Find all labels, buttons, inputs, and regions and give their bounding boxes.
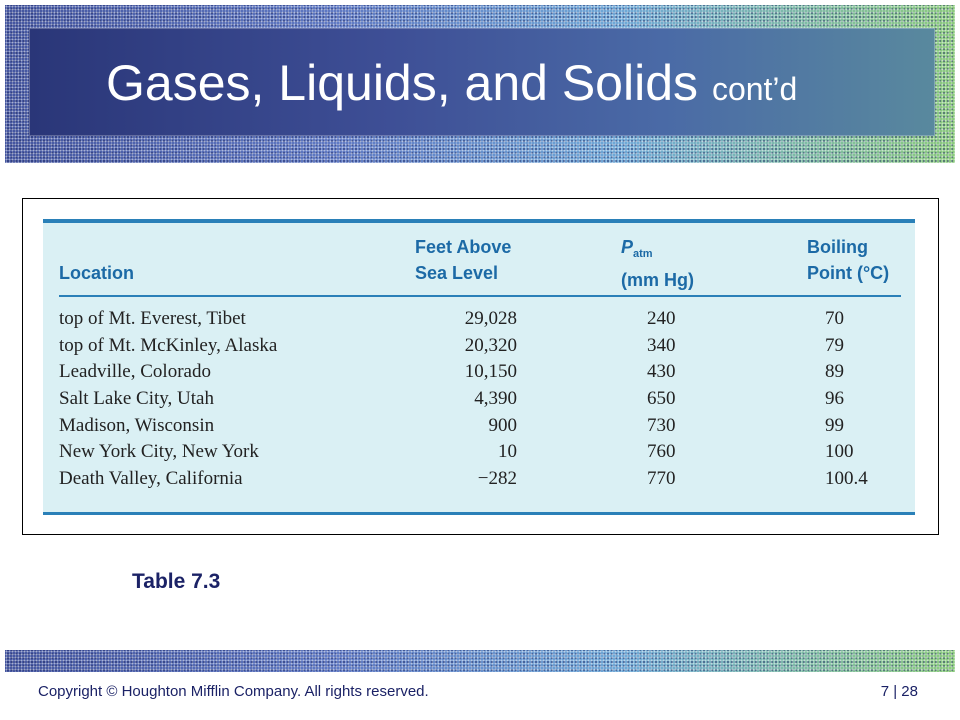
table-row: [43, 468, 915, 495]
cell-location: Salt Lake City, Utah: [59, 388, 214, 410]
cell-patm: 770: [647, 468, 676, 490]
table-caption: Table 7.3: [132, 570, 221, 593]
footer-banner: [5, 650, 955, 672]
cell-boil: 99: [825, 414, 844, 436]
cell-feet: 29,028: [464, 308, 517, 329]
cell-patm: 340: [647, 334, 676, 356]
header-boil-line2: Point (°C): [807, 263, 890, 283]
header-feet-line1: Feet Above: [415, 237, 512, 257]
cell-boil: 89: [825, 361, 844, 383]
header-patm-line1: [621, 234, 694, 267]
table-frame: [22, 198, 939, 535]
table-row: [43, 415, 915, 442]
cell-feet: 10: [498, 441, 517, 463]
copyright-notice: Copyright © Houghton Mifflin Company. All rights reserved.: [38, 683, 429, 700]
cell-boil: 70: [825, 308, 844, 329]
table-body: [43, 308, 915, 495]
slide-title-main: Gases, Liquids, and Solids: [106, 55, 699, 111]
cell-location: top of Mt. McKinley, Alaska: [59, 334, 278, 356]
header-patm: [621, 234, 694, 293]
slide-title: [106, 55, 798, 111]
header-location: [59, 260, 134, 286]
cell-feet: 20,320: [464, 334, 517, 356]
header-feet: [415, 234, 511, 286]
page-number: 7 | 28: [880, 683, 918, 700]
cell-boil: 96: [825, 388, 844, 410]
cell-patm: 730: [647, 414, 676, 436]
header-divider: [59, 295, 901, 297]
header-boiling: [807, 234, 889, 286]
cell-boil: 100.4: [825, 468, 868, 490]
cell-feet: −282: [477, 468, 517, 490]
cell-patm: 430: [647, 361, 676, 383]
table-row: [43, 441, 915, 468]
table-row: [43, 335, 915, 362]
header-patm-symbol: P: [621, 237, 634, 257]
table-row: [43, 388, 915, 415]
cell-patm: 240: [647, 308, 676, 329]
data-table: [43, 219, 915, 515]
cell-boil: 79: [825, 334, 844, 356]
slide-title-suffix: cont’d: [711, 71, 798, 107]
cell-location: Madison, Wisconsin: [59, 414, 215, 436]
table-row: [43, 308, 915, 335]
header-feet-line2: Sea Level: [415, 263, 499, 283]
header-boil-line1: Boiling: [807, 237, 868, 257]
cell-location: Death Valley, California: [59, 468, 243, 490]
header-patm-unit: (mm Hg): [621, 270, 694, 290]
header-patm-subscript: atm: [633, 248, 653, 260]
header-location-text: Location: [59, 263, 134, 283]
cell-patm: 760: [647, 441, 676, 463]
cell-feet: 4,390: [474, 388, 517, 410]
cell-location: top of Mt. Everest, Tibet: [59, 308, 246, 329]
cell-feet: 10,150: [464, 361, 517, 383]
cell-location: New York City, New York: [59, 441, 259, 463]
cell-location: Leadville, Colorado: [59, 361, 211, 383]
table-row: [43, 361, 915, 388]
cell-feet: 900: [488, 414, 517, 436]
cell-boil: 100: [825, 441, 854, 463]
cell-patm: 650: [647, 388, 676, 410]
